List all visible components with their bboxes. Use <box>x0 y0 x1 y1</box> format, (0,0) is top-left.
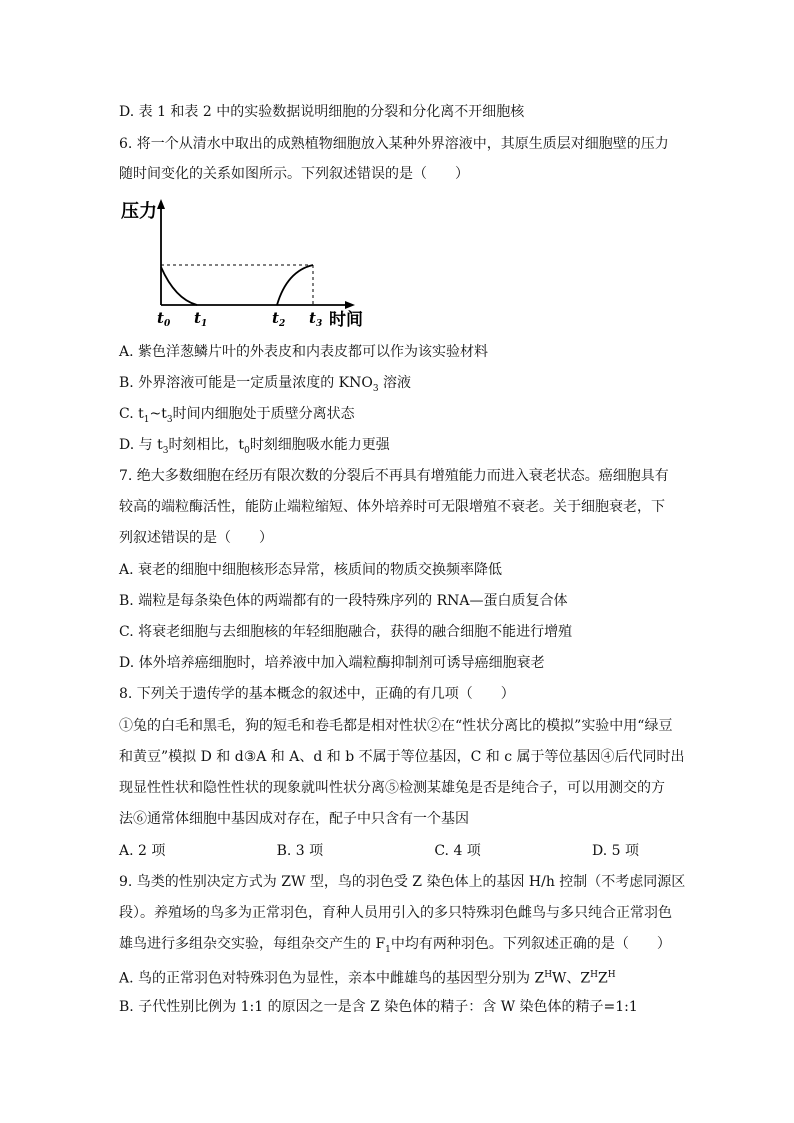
tick-t2: $t_2$ <box>272 309 286 329</box>
q7-option-c: C. 将衰老细胞与去细胞核的年轻细胞融合，获得的融合细胞不能进行增殖 <box>119 624 573 640</box>
q8-option-d: D. 5 项 <box>592 843 639 859</box>
pressure-time-graph <box>119 195 369 330</box>
q7-stem-line-1: 7. 绝大多数细胞在经历有限次数的分裂后不再具有增殖能力而进入衰老状态。癌细胞具有 <box>119 468 669 484</box>
x-axis-arrow <box>345 301 355 309</box>
q8-stem: 8. 下列关于遗传学的基本概念的叙述中，正确的有几项（ ） <box>119 686 515 702</box>
q8-statement-line-1: ①兔的白毛和黑毛，狗的短毛和卷毛都是相对性状②在“性状分离比的模拟”实验中用“绿豆 <box>119 718 673 734</box>
tick-t1: $t_1$ <box>194 309 208 329</box>
q9-stem-line-3: 雄鸟进行多组杂交实验，每组杂交产生的 $F_1$中均有两种羽色。下列叙述正确的是（ ） <box>119 936 671 955</box>
q7-stem-line-2: 较高的端粒酶活性，能防止端粒缩短、体外培养时可无限增殖不衰老。关于细胞衰老，下 <box>119 499 665 515</box>
q9-stem-line-2: 段）。养殖场的鸟多为正常羽色，育种人员用引入的多只特殊羽色雌鸟与多只纯合正常羽色 <box>119 905 672 921</box>
q7-stem-line-3: 列叙述错误的是（ ） <box>119 530 273 546</box>
q6-option-b: B. 外界溶液可能是一定质量浓度的 $KNO_3$ 溶液 <box>119 375 412 394</box>
pressure-decline-curve <box>161 267 197 305</box>
q7-option-a: A. 衰老的细胞中细胞核形态异常，核质间的物质交换频率降低 <box>119 562 503 578</box>
q8-options <box>119 841 639 861</box>
q6-option-a: A. 紫色洋葱鳞片叶的外表皮和内表皮都可以作为该实验材料 <box>119 344 489 360</box>
y-axis-label: 压力 <box>121 201 157 222</box>
x-axis-label: 时间 <box>329 310 363 330</box>
q6-option-d: D. 与 $t_3$时刻相比，$t_0$时刻细胞吸水能力更强 <box>119 437 390 456</box>
q6-option-c: C. $t_1\sim t_3$时间内细胞处于质壁分离状态 <box>119 406 355 425</box>
q8-statement-line-4: 法⑥通常体细胞中基因成对存在，配子中只含有一个基因 <box>119 811 469 827</box>
q9-option-b: B. 子代性别比例为 1:1 的原因之一是含 Z 染色体的精子：含 W 染色体的精子=1:1 <box>119 999 638 1015</box>
q9-stem-line-1: 9. 鸟类的性别决定方式为 ZW 型，鸟的羽色受 Z 染色体上的基因 H/h 控制（不考虑同源区 <box>119 874 686 890</box>
q8-option-c: C. 4 项 <box>434 843 481 859</box>
q7-option-d: D. 体外培养癌细胞时，培养液中加入端粒酶抑制剂可诱导癌细胞衰老 <box>119 655 545 671</box>
q5-option-d: D. 表 1 和表 2 中的实验数据说明细胞的分裂和分化离不开细胞核 <box>119 104 525 120</box>
q8-option-b: B. 3 项 <box>276 843 324 859</box>
q8-statement-line-2: 和黄豆”模拟 D 和 d③A 和 A、d 和 b 不属于等位基因，C 和 c 属于等位基因④后代同时出 <box>119 749 685 765</box>
q8-statement-line-3: 现显性性状和隐性性状的现象就叫性状分离⑤检测某雄兔是否是纯合子，可以用测交的方 <box>119 780 665 796</box>
pressure-rise-curve <box>277 265 313 305</box>
tick-t3: $t_3$ <box>309 309 323 329</box>
q7-option-b: B. 端粒是每条染色体的两端都有的一段特殊序列的 RNA—蛋白质复合体 <box>119 593 568 609</box>
q8-option-a: A. 2 项 <box>119 843 166 859</box>
q6-stem-line-2: 随时间变化的关系如图所示。下列叙述错误的是（ ） <box>119 166 469 182</box>
q9-option-a: A. 鸟的正常羽色对特殊羽色为显性，亲本中雌雄鸟的基因型分别为 $Z^HW$、$Z^HZ^H$ <box>119 970 616 987</box>
tick-t0: $t_0$ <box>157 309 171 329</box>
q6-stem-line-1: 6. 将一个从清水中取出的成熟植物细胞放入某种外界溶液中，其原生质层对细胞壁的压力 <box>119 136 669 152</box>
y-axis-arrow <box>157 199 165 209</box>
